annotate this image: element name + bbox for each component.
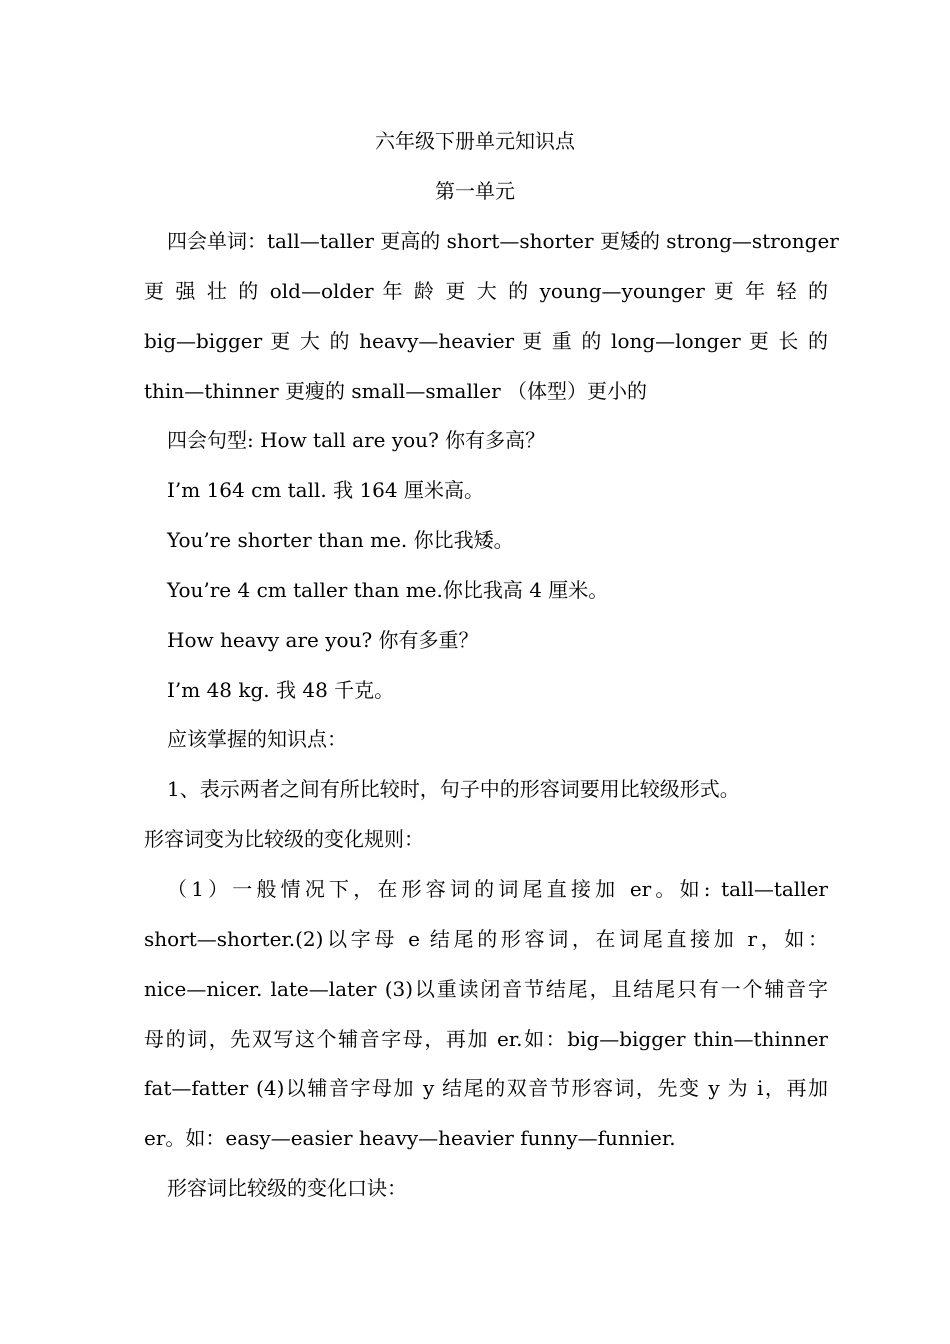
mnemonic-heading: 形容词比较级的变化口诀：: [167, 1176, 407, 1200]
sentence-line: How heavy are you? 你有多重？: [167, 628, 479, 652]
rule-detail-line: short—shorter.(2)以字母 e 结尾的形容词，在词尾直接加 r，如：: [144, 927, 828, 951]
rule-detail-line: nice—nicer. late—later (3)以重读闭音节结尾，且结尾只有一个辅音字: [144, 977, 828, 1001]
sentence-line: I’m 48 kg. 我 48 千克。: [167, 678, 395, 702]
sentence-line: You’re shorter than me. 你比我矮。: [167, 528, 514, 552]
sentence-line: I’m 164 cm tall. 我 164 厘米高。: [167, 478, 484, 502]
rule-detail-line: 母的词，先双写这个辅音字母，再加 er.如：big—bigger thin—thinner: [144, 1027, 828, 1051]
rule-paragraph-line: 形容词变为比较级的变化规则：: [144, 827, 424, 851]
rule-detail-line: （1）一般情况下，在形容词的词尾直接加 er。如: tall—taller: [167, 877, 828, 901]
vocab-line-2: 更 强 壮 的 old—older 年 龄 更 大 的 young—younger 更 年 轻 的: [144, 279, 828, 303]
sentence-pattern-heading: 四会句型: How tall are you? 你有多高？: [167, 428, 546, 452]
vocab-line-4: thin—thinner 更瘦的 small—smaller （体型）更小的: [144, 379, 648, 403]
sentence-line: You’re 4 cm taller than me.你比我高 4 厘米。: [167, 578, 609, 602]
knowledge-heading: 应该掌握的知识点：: [167, 727, 347, 751]
rule-detail-line: fat—fatter (4)以辅音字母加 y 结尾的双音节形容词，先变 y 为 i，再加: [144, 1076, 828, 1100]
rule-paragraph-line: 1、表示两者之间有所比较时，句子中的形容词要用比较级形式。: [167, 777, 740, 801]
unit-heading: 第一单元: [435, 179, 515, 203]
document-title: 六年级下册单元知识点: [375, 129, 575, 153]
vocab-line-3: big—bigger 更 大 的 heavy—heavier 更 重 的 long—longer 更 长 的: [144, 329, 828, 353]
rule-detail-line: er。如：easy—easier heavy—heavier funny—funnier.: [144, 1126, 676, 1150]
vocab-line-1: 四会单词：tall—taller 更高的 short—shorter 更矮的 strong—stronger: [167, 229, 839, 253]
